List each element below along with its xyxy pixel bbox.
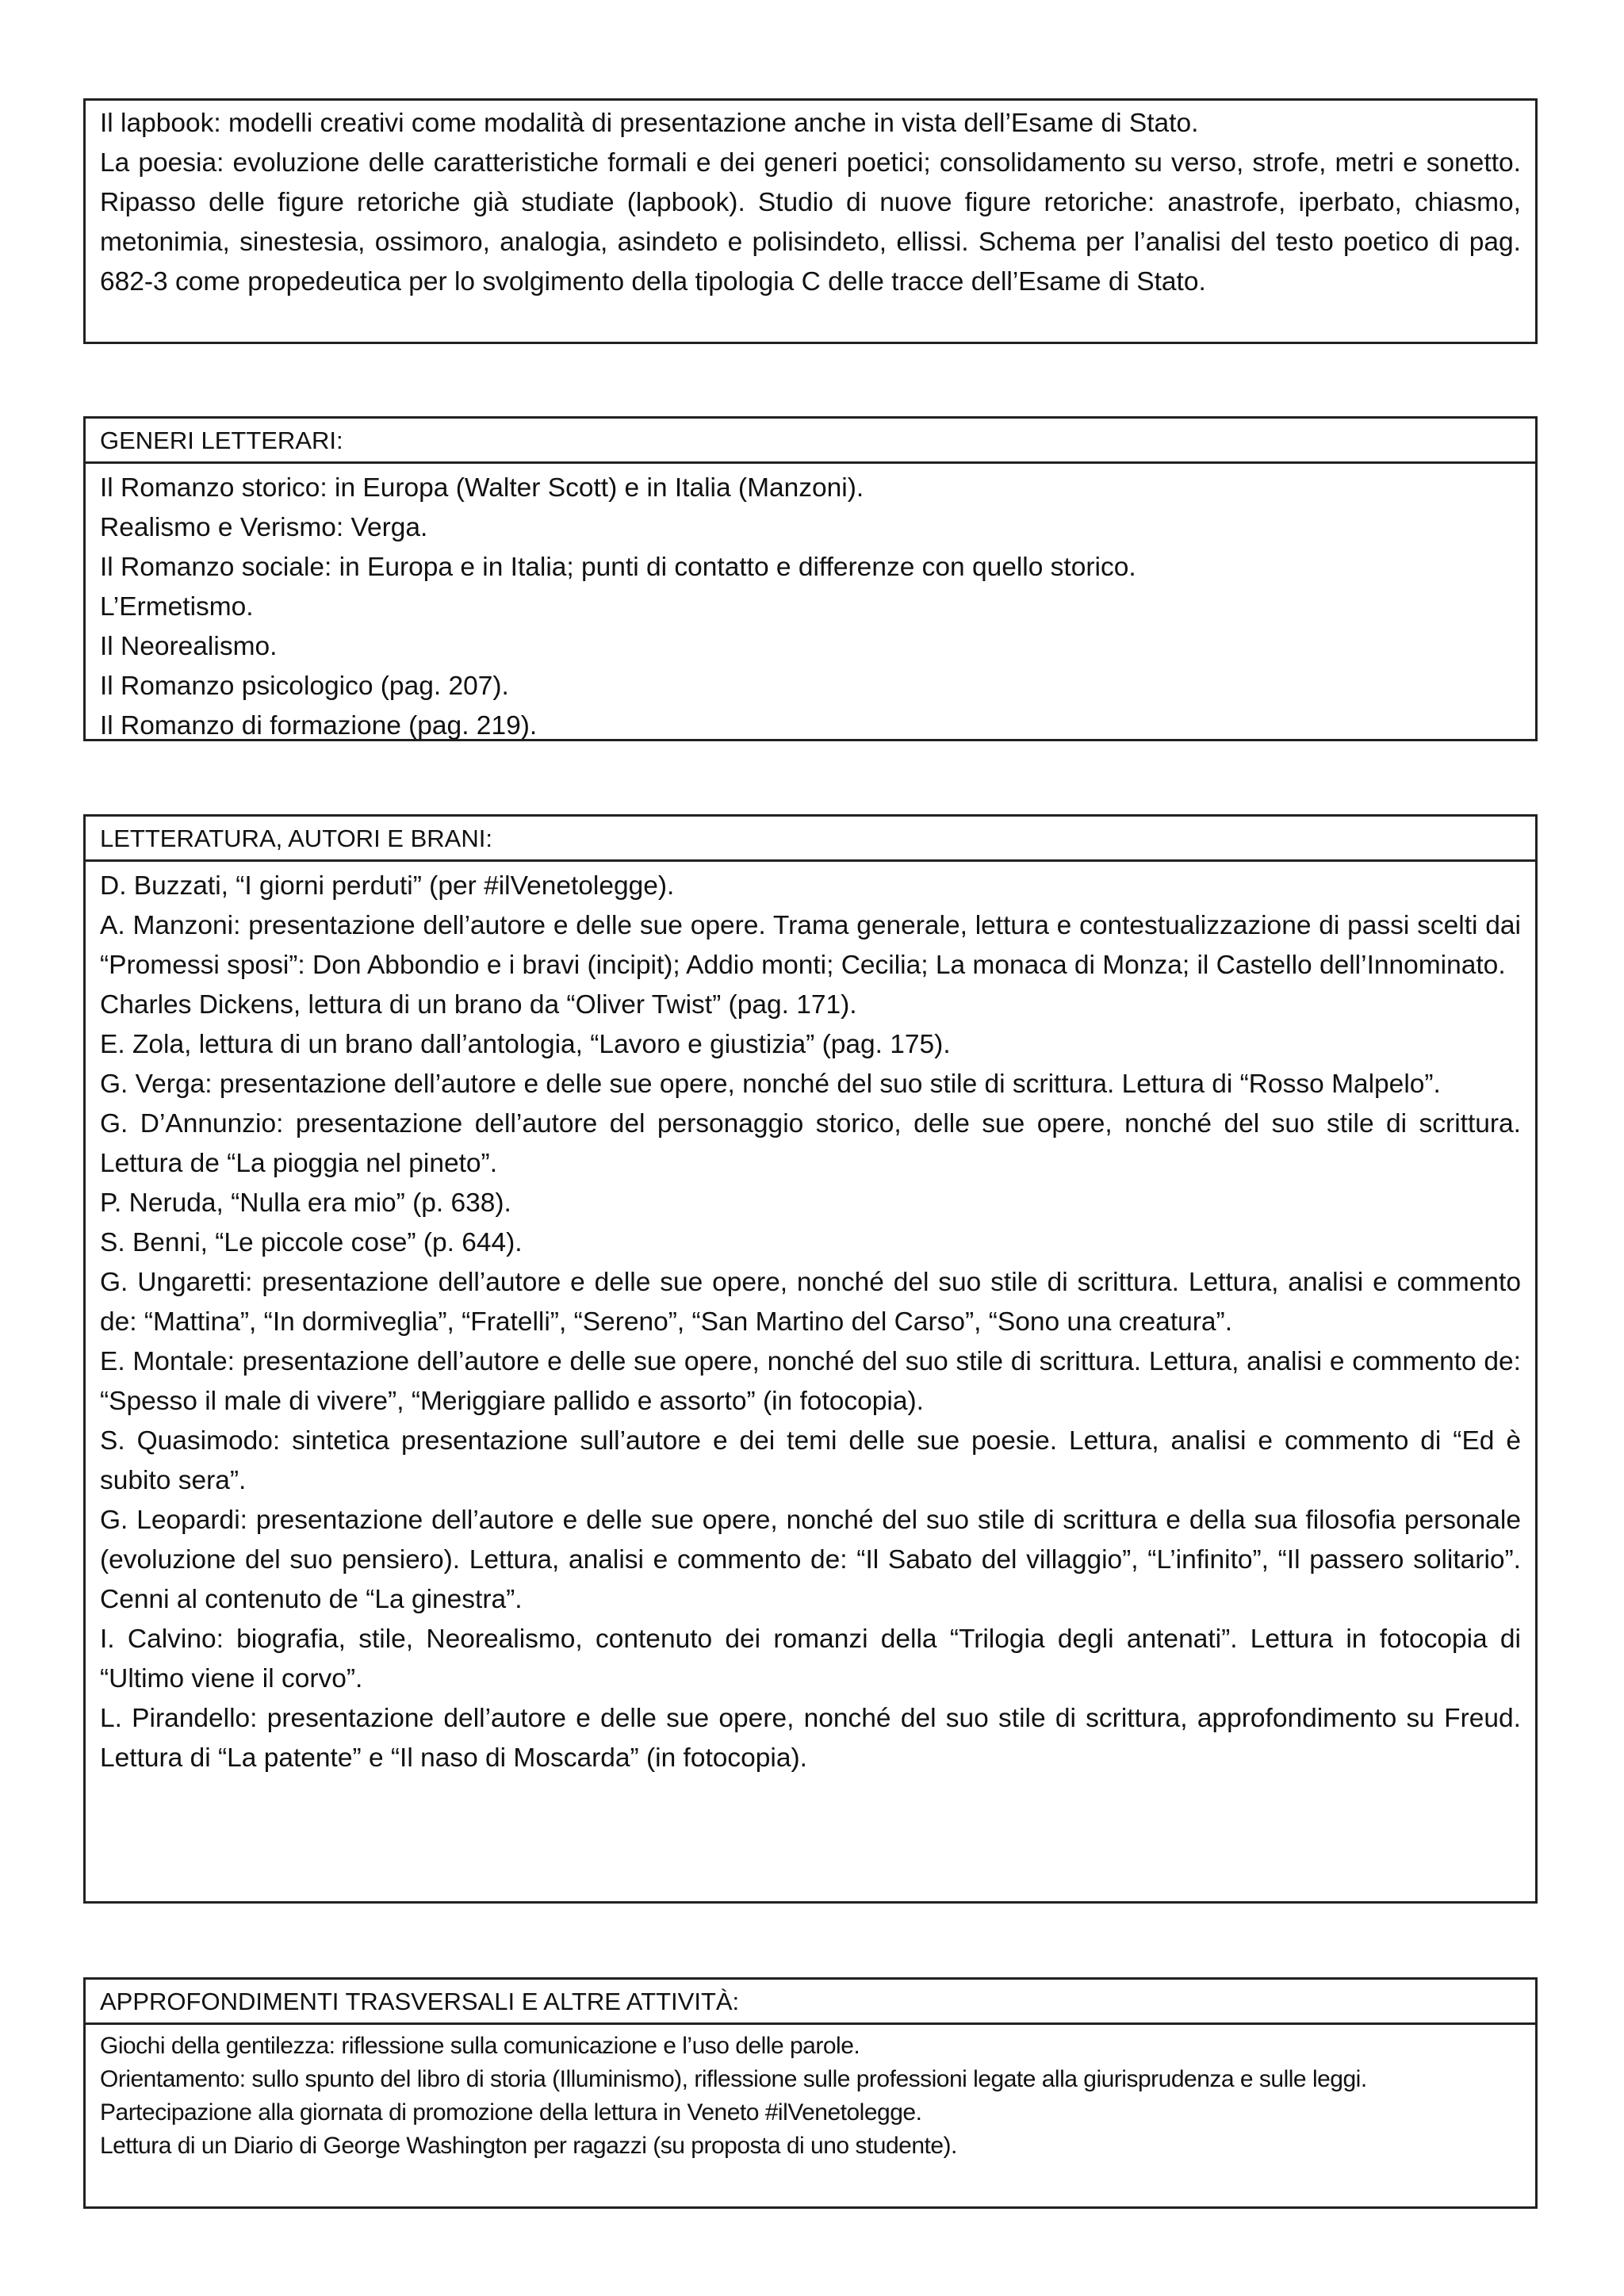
list-item: G. Leopardi: presentazione dell’autore e delle sue opere, nonché del suo stile di scrittura e della sua filosofia personale (evoluzione del suo pensiero). Lettura, analisi e commento de: “Il Sabato del villaggio”, “L’infinito”, “Il passero solitario”. Cenni al contenuto de “La ginestra”. <box>100 1506 1521 1614</box>
approfondimenti-heading: APPROFONDIMENTI TRASVERSALI E ALTRE ATTIVITÀ: <box>86 1980 1535 2025</box>
list-item: G. D’Annunzio: presentazione dell’autore del personaggio storico, delle sue opere, nonché del suo stile di scrittura. Lettura de “La pioggia nel pineto”. <box>100 1109 1521 1178</box>
list-item: Il Romanzo storico: in Europa (Walter Scott) e in Italia (Manzoni). <box>100 473 864 503</box>
list-item: Il Romanzo sociale: in Europa e in Italia; punti di contatto e differenze con quello storico. <box>100 553 1136 582</box>
approfondimenti-list <box>86 2025 1535 2169</box>
list-item: G. Verga: presentazione dell’autore e delle sue opere, nonché del suo stile di scrittura. Lettura di “Rosso Malpelo”. <box>100 1070 1441 1099</box>
list-item: G. Ungaretti: presentazione dell’autore e delle sue opere, nonché del suo stile di scrittura. Lettura, analisi e commento de: “Mattina”, “In dormiveglia”, “Fratelli”, “Sereno”, “San Martino del Carso”, “Sono una creatura”. <box>100 1268 1521 1337</box>
approfondimenti-section <box>83 1977 1538 2209</box>
list-item: L. Pirandello: presentazione dell’autore e delle sue opere, nonché del suo stile di scrittura, approfondimento su Freud. Lettura di “La patente” e “Il naso di Moscarda” (in fotocopia). <box>100 1704 1521 1773</box>
list-item: A. Manzoni: presentazione dell’autore e delle sue opere. Trama generale, lettura e contestualizzazione di passi scelti dai “Promessi sposi”: Don Abbondio e i bravi (incipit); Addio monti; Cecilia; La monaca di Monza; il Castello dell’Innominato. <box>100 911 1521 980</box>
list-item: Partecipazione alla giornata di promozione della lettura in Veneto #ilVenetolegge. <box>100 2099 922 2126</box>
list-item: Il Romanzo psicologico (pag. 207). <box>100 672 509 701</box>
list-item: Giochi della gentilezza: riflessione sulla comunicazione e l’uso delle parole. <box>100 2033 860 2059</box>
list-item: Il Romanzo di formazione (pag. 219). <box>100 711 538 740</box>
generi-letterari-section <box>83 416 1538 741</box>
list-item: Orientamento: sullo spunto del libro di storia (Illuminismo), riflessione sulle professioni legate alla giurisprudenza e sulle leggi. <box>100 2066 1367 2092</box>
list-item: I. Calvino: biografia, stile, Neorealismo, contenuto dei romanzi della “Trilogia degli antenati”. Lettura in fotocopia di “Ultimo viene il corvo”. <box>100 1624 1521 1693</box>
intro-paragraph-lapbook: Il lapbook: modelli creativi come modalità di presentazione anche in vista dell’Esame di Stato. <box>100 109 1199 138</box>
list-item: Il Neorealismo. <box>100 632 278 661</box>
letteratura-heading: LETTERATURA, AUTORI E BRANI: <box>86 817 1535 862</box>
list-item: D. Buzzati, “I giorni perduti” (per #ilVenetolegge). <box>100 871 675 901</box>
list-item: L’Ermetismo. <box>100 592 254 622</box>
list-item: Lettura di un Diario di George Washington per ragazzi (su proposta di uno studente). <box>100 2133 957 2159</box>
intro-paragraph-poesia: La poesia: evoluzione delle caratteristiche formali e dei generi poetici; consolidamento su verso, strofe, metri e sonetto. Ripasso delle figure retoriche già studiate (lapbook). Studio di nuove figure retoriche: anastrofe, iperbato, chiasmo, metonimia, sinestesia, ossimoro, analogia, asindeto e polisindeto, ellissi. Schema per l’analisi del testo poetico di pag. 682-3 come propedeutica per lo svolgimento della tipologia C delle tracce dell’Esame di Stato. <box>100 148 1521 297</box>
list-item: E. Zola, lettura di un brano dall’antologia, “Lavoro e giustizia” (pag. 175). <box>100 1030 951 1059</box>
letteratura-list <box>86 862 1535 1785</box>
list-item: S. Quasimodo: sintetica presentazione sull’autore e dei temi delle sue poesie. Lettura, analisi e commento di “Ed è subito sera”. <box>100 1426 1521 1495</box>
intro-section <box>83 98 1538 344</box>
intro-section-body <box>86 101 1535 308</box>
generi-letterari-heading: GENERI LETTERARI: <box>86 419 1535 464</box>
list-item: Charles Dickens, lettura di un brano da “Oliver Twist” (pag. 171). <box>100 990 857 1020</box>
list-item: E. Montale: presentazione dell’autore e delle sue opere, nonché del suo stile di scrittura. Lettura, analisi e commento de: “Spesso il male di vivere”, “Meriggiare pallido e assorto” (in fotocopia). <box>100 1347 1521 1416</box>
list-item: S. Benni, “Le piccole cose” (p. 644). <box>100 1228 523 1257</box>
generi-letterari-list <box>86 464 1535 752</box>
letteratura-section <box>83 814 1538 1904</box>
list-item: Realismo e Verismo: Verga. <box>100 513 428 542</box>
list-item: P. Neruda, “Nulla era mio” (p. 638). <box>100 1188 511 1218</box>
